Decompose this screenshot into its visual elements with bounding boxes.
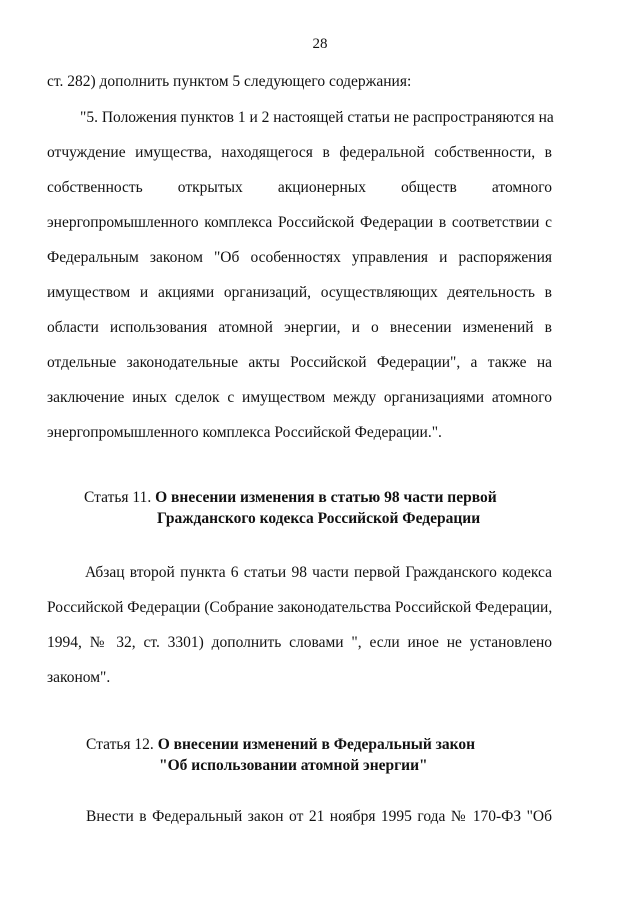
paragraph-line: энергопромышленного комплекса Российской Федерации.". bbox=[47, 424, 442, 441]
article-11-title-line1: О внесении изменения в статью 98 части первой bbox=[155, 489, 497, 506]
article-11-title-line2: Гражданского кодекса Российской Федерации bbox=[157, 510, 481, 527]
article-11-line: Российской Федерации (Собрание законодательства Российской Федерации, bbox=[47, 599, 553, 616]
paragraph-line: энергопромышленного комплекса Российской Федерации в соответствии с bbox=[47, 214, 552, 231]
article-11-label: Статья 11. bbox=[84, 489, 152, 506]
article-11-line: 1994, № 32, ст. 3301) дополнить словами ", если иное не установлено bbox=[47, 634, 552, 651]
paragraph-line: "5. Положения пунктов 1 и 2 настоящей статьи не распространяются на bbox=[80, 109, 554, 126]
article-11-line: Абзац второй пункта 6 статьи 98 части первой Гражданского кодекса bbox=[85, 564, 552, 581]
intro-line: ст. 282) дополнить пунктом 5 следующего содержания: bbox=[47, 73, 412, 90]
paragraph-line: Федеральным законом "Об особенностях управления и распоряжения bbox=[47, 249, 552, 266]
article-12-title-line2: "Об использовании атомной энергии" bbox=[159, 757, 428, 774]
article-11-line: законом". bbox=[47, 669, 111, 686]
article-12-label: Статья 12. bbox=[86, 736, 154, 753]
paragraph-line: отдельные законодательные акты Российской Федерации", а также на bbox=[47, 354, 552, 371]
article-12-heading-cont bbox=[159, 756, 428, 776]
article-12-title-line1: О внесении изменений в Федеральный закон bbox=[157, 736, 476, 753]
paragraph-line: имуществом и акциями организаций, осуществляющих деятельность в bbox=[47, 284, 552, 301]
paragraph-line: области использования атомной энергии, и о внесении изменений в bbox=[47, 319, 552, 336]
page-number: 28 bbox=[312, 36, 328, 52]
article-11-heading bbox=[84, 488, 497, 508]
article-11-heading-cont bbox=[157, 509, 480, 529]
article-12-heading bbox=[86, 735, 475, 755]
paragraph-line: отчуждение имущества, находящегося в федеральной собственности, в bbox=[47, 144, 552, 161]
article-12-line: Внести в Федеральный закон от 21 ноября 1995 года № 170-ФЗ "Об bbox=[86, 808, 552, 825]
paragraph-line: собственность открытых акционерных обществ атомного bbox=[47, 179, 552, 196]
paragraph-line: заключение иных сделок с имуществом между организациями атомного bbox=[47, 389, 552, 406]
